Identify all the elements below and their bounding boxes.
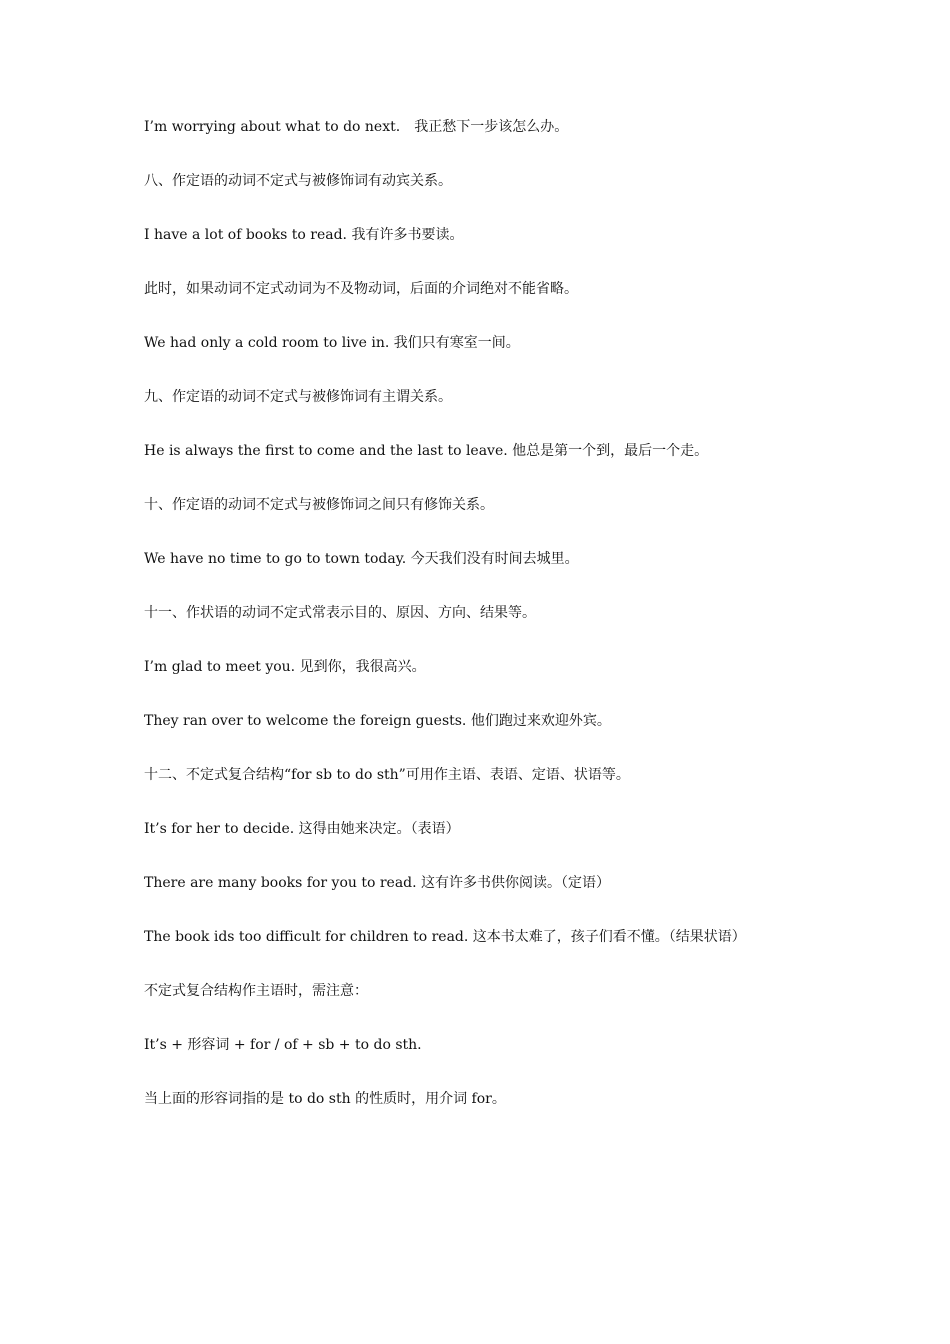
example-sentence: I have a lot of books to read. 我有许多书要读。 [144,227,464,243]
formula-line: It’s + 形容词 + for / of + sb + to do sth. [144,1037,422,1053]
paragraph: 此时，如果动词不定式动词为不及物动词，后面的介词绝对不能省略。 [144,281,578,297]
example-sentence: The book ids too difficult for children to read. 这本书太难了，孩子们看不懂。（结果状语） [144,929,746,945]
example-sentence: We had only a cold room to live in. 我们只有寒室一间。 [144,335,520,351]
example-sentence: It’s for her to decide. 这得由她来决定。（表语） [144,821,460,837]
document-body [144,113,816,1139]
example-sentence: He is always the first to come and the last to leave. 他总是第一个到，最后一个走。 [144,443,709,459]
paragraph: I’m worrying about what to do next. 我正愁下一步该怎么办。 [144,119,569,135]
section-heading: 十、作定语的动词不定式与被修饰词之间只有修饰关系。 [144,497,494,513]
example-sentence: I’m glad to meet you. 见到你，我很高兴。 [144,659,426,675]
section-heading: 九、作定语的动词不定式与被修饰词有主谓关系。 [144,389,452,405]
example-sentence: There are many books for you to read. 这有许多书供你阅读。（定语） [144,875,611,891]
section-heading: 十二、不定式复合结构“for sb to do sth”可用作主语、表语、定语、状语等。 [144,767,630,783]
section-heading: 八、作定语的动词不定式与被修饰词有动宾关系。 [144,173,452,189]
example-sentence: They ran over to welcome the foreign guests. 他们跑过来欢迎外宾。 [144,713,611,729]
paragraph: 当上面的形容词指的是 to do sth 的性质时，用介词 for。 [144,1091,506,1107]
section-heading: 十一、作状语的动词不定式常表示目的、原因、方向、结果等。 [144,605,536,621]
paragraph: 不定式复合结构作主语时，需注意： [144,983,368,999]
example-sentence: We have no time to go to town today. 今天我们没有时间去城里。 [144,551,579,567]
